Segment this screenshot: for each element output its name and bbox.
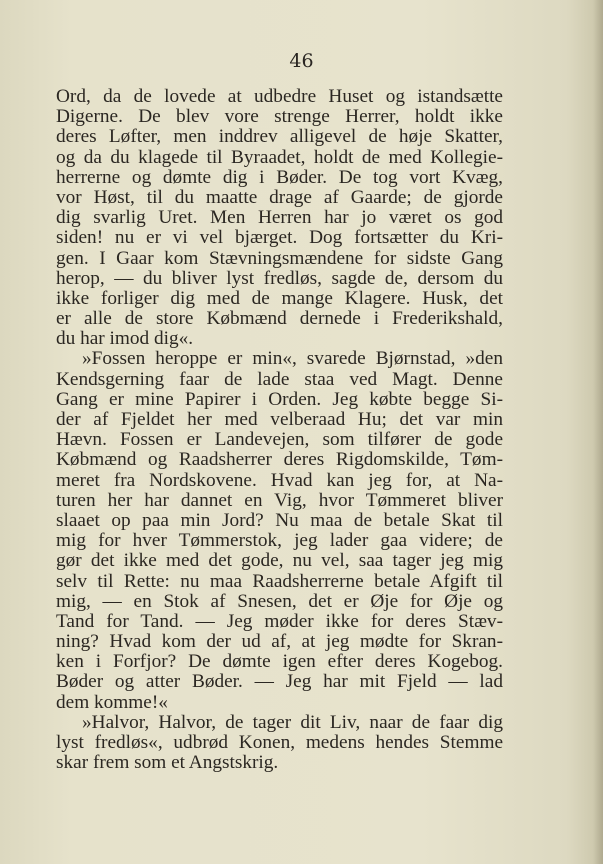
text-line: turen her har dannet en Vig, hvor Tømmeret bliver bbox=[56, 489, 503, 511]
text-line: gør det ikke med det gode, nu vel, saa tager jeg mig bbox=[56, 550, 503, 572]
text-line: mig, — en Stok af Snesen, det er Øje for Øje og bbox=[56, 590, 503, 612]
text-line: Digerne. De blev vore strenge Herrer, holdt ikke bbox=[56, 106, 503, 128]
text-line: deres Løfter, men inddrev alligevel de høje Skatter, bbox=[56, 126, 503, 148]
text-line: siden! nu er vi vel bjærget. Dog fortsætter du Kri- bbox=[56, 227, 503, 249]
text-line: skar frem som et Angstskrig. bbox=[56, 752, 279, 774]
text-line: ning? Hvad kom der ud af, at jeg mødte for Skran- bbox=[56, 631, 503, 653]
text-line: Tand for Tand. — Jeg møder ikke for deres Stæv- bbox=[56, 610, 503, 632]
text-line: herrerne og dømte dig i Bøder. De tog vort Kvæg, bbox=[56, 166, 503, 188]
page-number: 46 bbox=[289, 50, 314, 72]
text-line: du har imod dig«. bbox=[56, 328, 194, 350]
text-line: vor Høst, til du maatte drage af Gaarde; de gjorde bbox=[56, 186, 503, 208]
body-text bbox=[56, 87, 503, 773]
text-line: lyst fredløs«, udbrød Konen, medens hendes Stemme bbox=[56, 732, 503, 753]
text-line: »Fossen heroppe er min«, svarede Bjørnstad, »den bbox=[82, 348, 503, 370]
text-line: Gang er mine Papirer i Orden. Jeg købte begge Si- bbox=[56, 388, 503, 410]
text-line: herop, — du bliver lyst fredløs, sagde de, dersom du bbox=[56, 267, 503, 289]
text-line: ken i Forfjor? De dømte igen efter deres Kogebog. bbox=[56, 651, 503, 673]
text-line: »Halvor, Halvor, de tager dit Liv, naar de faar dig bbox=[82, 711, 503, 733]
text-line: selv til Rette: nu maa Raadsherrerne betale Afgift til bbox=[56, 570, 503, 592]
text-line: er alle de store Købmænd dernede i Frederikshald, bbox=[56, 308, 503, 330]
text-line: slaaet op paa min Jord? Nu maa de betale Skat til bbox=[56, 509, 503, 531]
page-edge-shadow bbox=[593, 0, 603, 864]
text-line: dem komme!« bbox=[56, 691, 168, 713]
text-line: og da du klagede til Byraadet, holdt de med Kollegie- bbox=[56, 146, 503, 168]
text-line: Ord, da de lovede at udbedre Huset og istandsætte bbox=[56, 86, 503, 107]
text-line: der af Fjeldet her med velberaad Hu; det var min bbox=[56, 409, 503, 430]
text-line: Købmænd og Raadsherrer deres Rigdomskilde, Tøm- bbox=[56, 449, 503, 471]
text-line: ikke forliger dig med de mange Klagere. Husk, det bbox=[56, 287, 503, 309]
text-line: meret fra Nordskovene. Hvad kan jeg for, at Na- bbox=[56, 469, 503, 491]
text-line: mig for hver Tømmerstok, jeg lader gaa videre; de bbox=[56, 530, 503, 552]
text-line: Hævn. Fossen er Landevejen, som tilfører de gode bbox=[56, 429, 503, 451]
text-line: Bøder og atter Bøder. — Jeg har mit Fjeld — lad bbox=[56, 671, 503, 693]
text-line: gen. I Gaar kom Stævningsmændene for sidste Gang bbox=[56, 247, 503, 269]
text-line: dig svarlig Uret. Men Herren har jo været os god bbox=[56, 207, 503, 229]
text-line: Kendsgerning faar de lade staa ved Magt. Denne bbox=[56, 368, 503, 390]
